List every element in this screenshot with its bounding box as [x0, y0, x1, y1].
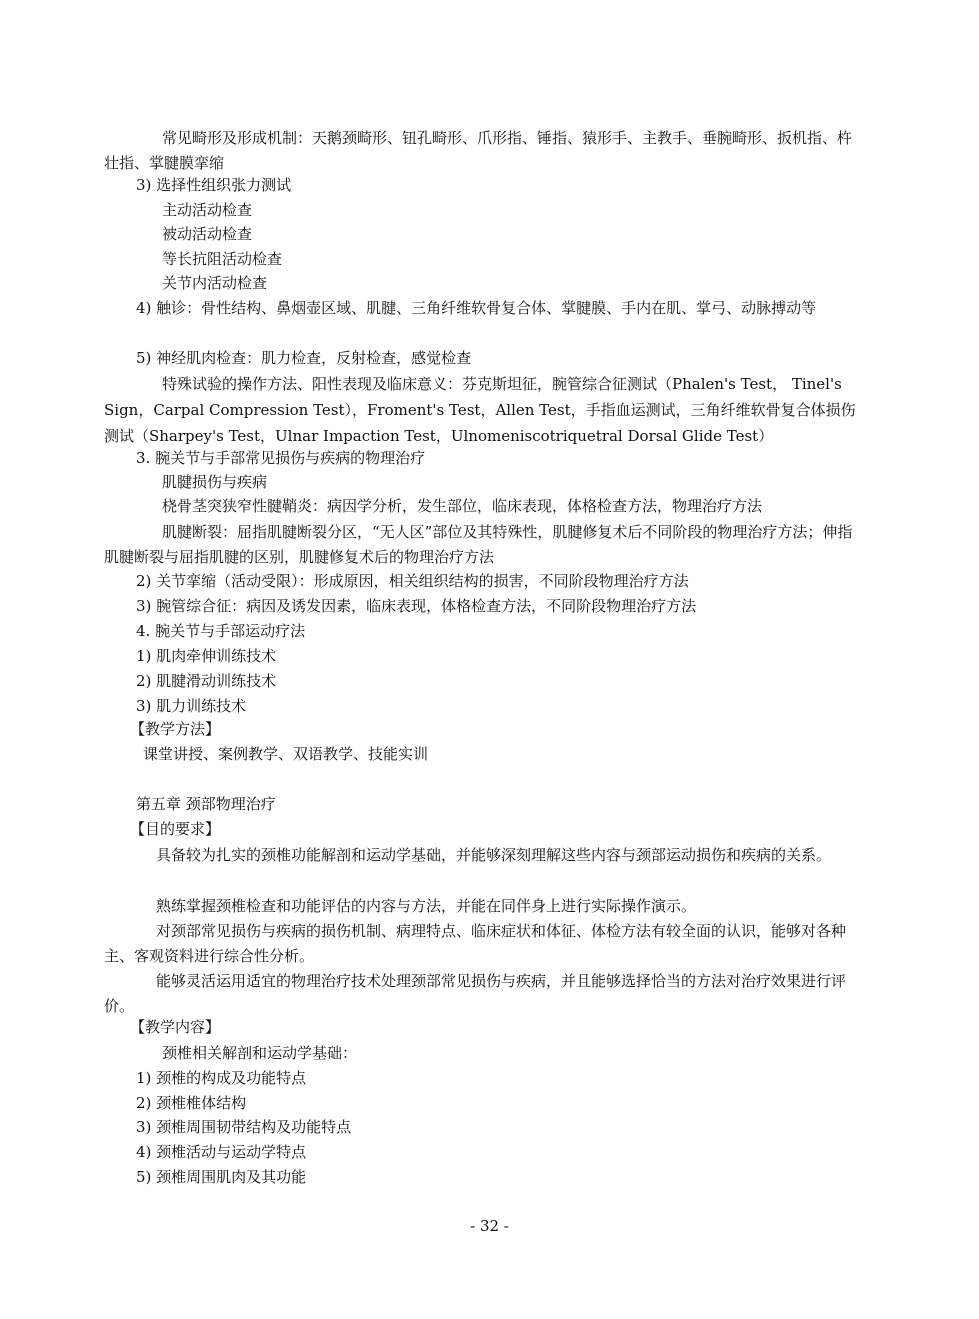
page-number: - 32 - — [470, 1217, 509, 1235]
special-tests-paragraph: 特殊试验的操作方法、阳性表现及临床意义：芬克斯坦征，腕管综合征测试（Phalen's Test， Tinel's Sign，Carpal Compression Test），Froment's Test，Allen Test，手指血运测试，三角纤维软骨复合体损伤测试（Sharpey's Test，Ulnar Impaction Test，Ulnomeniscotriquetral Dorsal Glide Test） — [104, 375, 856, 445]
contracture-line: 2) 关节挛缩（活动受限）：形成原因，相关组织结构的损害，不同阶段物理治疗方法 — [136, 572, 689, 590]
palpation-paragraph: 4) 触诊：骨性结构、鼻烟壶区域、肌腱、三角纤维软骨复合体、掌腱膜、手内在肌、掌弓、动脉搏动等 — [136, 299, 817, 317]
teaching-method-text: 课堂讲授、案例教学、双语教学、技能实训 — [143, 745, 429, 763]
exercise-item-3: 3) 肌力训练技术 — [136, 697, 247, 715]
content-item-5: 5) 颈椎周围肌肉及其功能 — [136, 1168, 307, 1186]
item3-title: 3) 选择性组织张力测试 — [136, 176, 292, 194]
content-label: 【教学内容】 — [130, 1018, 221, 1036]
exercise-item-2: 2) 肌腱滑动训练技术 — [136, 672, 277, 690]
content-intro: 颈椎相关解剖和运动学基础： — [162, 1044, 358, 1062]
item3-sub-4: 关节内活动检查 — [162, 274, 268, 292]
section-3-heading: 3. 腕关节与手部常见损伤与疾病的物理治疗 — [136, 449, 426, 467]
item5-title: 5) 神经肌肉检查：肌力检查，反射检查，感觉检查 — [136, 349, 472, 367]
teaching-method-label: 【教学方法】 — [130, 720, 221, 738]
content-item-1: 1) 颈椎的构成及功能特点 — [136, 1069, 307, 1087]
content-item-2: 2) 颈椎椎体结构 — [136, 1094, 247, 1112]
goal-paragraph-4: 能够灵活运用适宜的物理治疗技术处理颈部常见损伤与疾病，并且能够选择恰当的方法对治疗效果进行评价。 — [104, 972, 847, 1015]
chapter-5-title: 第五章 颈部物理治疗 — [136, 795, 276, 813]
tendon-rupture-paragraph: 肌腱断裂：屈指肌腱断裂分区，“无人区”部位及其特殊性，肌腱修复术后不同阶段的物理治疗方法；伸指肌腱断裂与屈指肌腱的区别，肌腱修复术后的物理治疗方法 — [104, 523, 853, 566]
content-item-3: 3) 颈椎周围韧带结构及功能特点 — [136, 1118, 352, 1136]
item3-sub-2: 被动活动检查 — [162, 225, 253, 243]
item3-sub-1: 主动活动检查 — [162, 201, 253, 219]
section-4-heading: 4. 腕关节与手部运动疗法 — [136, 622, 306, 640]
tendon-injury-label: 肌腱损伤与疾病 — [162, 473, 268, 491]
de-quervain-line: 桡骨茎突狭窄性腱鞘炎：病因学分析，发生部位，临床表现，体格检查方法，物理治疗方法 — [162, 497, 763, 515]
goal-paragraph-2: 熟练掌握颈椎检查和功能评估的内容与方法，并能在同伴身上进行实际操作演示。 — [156, 897, 697, 915]
deformity-paragraph: 常见畸形及形成机制：天鹅颈畸形、钮孔畸形、爪形指、锤指、猿形手、主教手、垂腕畸形、扳机指、杵壮指、掌腱膜挛缩 — [104, 129, 853, 172]
carpal-tunnel-line: 3) 腕管综合征：病因及诱发因素，临床表现，体格检查方法，不同阶段物理治疗方法 — [136, 597, 697, 615]
goal-paragraph-3: 对颈部常见损伤与疾病的损伤机制、病理特点、临床症状和体征、体检方法有较全面的认识，能够对各种主、客观资料进行综合性分析。 — [104, 922, 847, 965]
content-item-4: 4) 颈椎活动与运动学特点 — [136, 1143, 307, 1161]
exercise-item-1: 1) 肌肉牵伸训练技术 — [136, 647, 277, 665]
goal-label: 【目的要求】 — [130, 820, 221, 838]
goal-paragraph-1: 具备较为扎实的颈椎功能解剖和运动学基础，并能够深刻理解这些内容与颈部运动损伤和疾病的关系。 — [156, 846, 832, 864]
item3-sub-3: 等长抗阻活动检查 — [162, 250, 283, 268]
